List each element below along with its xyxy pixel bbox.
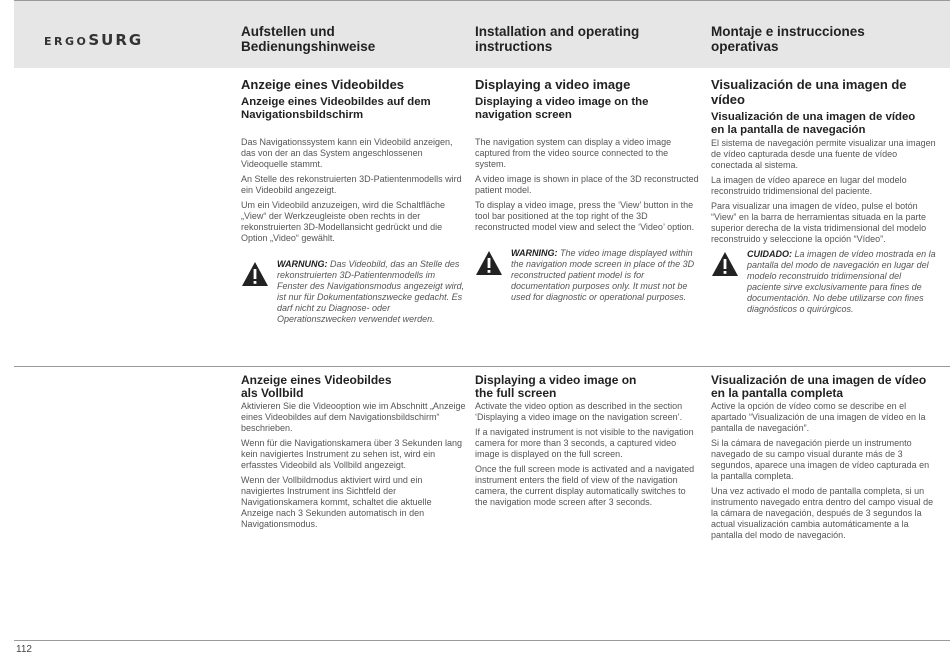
- ergosurg-logo: ERGOSURG: [44, 31, 144, 49]
- warning-text: Das Videobild, das an Stelle des rekonstruierten 3D-Patientenmodells im Fenster des Navigationsmodus angezeigt wird, ist nur für Dokumentationszwecke gedacht. Es darf nicht zu Diagnose- oder Operationszwecken verwendet werden.: [277, 259, 465, 324]
- section1-en: [475, 77, 700, 303]
- footer-rule: [14, 640, 950, 641]
- header-title-es: Montaje e instrucciones operativas: [711, 24, 865, 54]
- section-divider: [14, 366, 950, 367]
- section1-de-subtitle: Anzeige eines Videobildes auf dem Navigationsbildschirm: [241, 96, 431, 121]
- warning-triangle-icon: [475, 250, 503, 276]
- section1-de-paragraph: Um ein Videobild anzuzeigen, wird die Schaltfläche „View“ der Werkzeugleiste oben rechts in der rekonstruierten 3D-Modellansicht gedrückt und die Option „Video“ gewählt.: [241, 200, 445, 243]
- section2-de-paragraph: Aktivieren Sie die Videooption wie im Abschnitt „Anzeige eines Videobildes auf dem Navigationsbildschirm“ beschrieben.: [241, 401, 466, 433]
- section1-en-paragraph: The navigation system can display a video image captured from the video source connected to the system.: [475, 137, 672, 169]
- section2-en-paragraph: Once the full screen mode is activated and a navigated instrument enters the field of view of the navigation camera, the current display automatically switches to the navigation mode screen after 3 seconds.: [475, 464, 695, 507]
- section2-es-paragraph: Si la cámara de navegación pierde un instrumento navegado de su campo visual durante más de 3 segundos, aparece una imagen de vídeo capturada en la pantalla completa.: [711, 438, 930, 481]
- section1-es-title: Visualización de una imagen de vídeo: [711, 77, 907, 107]
- warning-text: La imagen de vídeo mostrada en la pantalla del modo de navegación en lugar del modelo reconstruido tridimensional del paciente sirve exclusivamente para fines de documentación. No debe utilizarse con fines diagnósticos o quirúrgicos.: [747, 249, 936, 314]
- header-title-de: Aufstellen und Bedienungshinweise: [241, 24, 376, 54]
- section1-en-paragraph: A video image is shown in place of the 3D reconstructed patient model.: [475, 174, 699, 195]
- section1-en-subtitle: Displaying a video image on the navigation screen: [475, 96, 649, 121]
- section2-de-title: Anzeige eines Videobildes als Vollbild: [241, 373, 392, 400]
- section2-es-paragraph: Active la opción de vídeo como se describe en el apartado “Visualización de una imagen de vídeo en la pantalla de navegación”.: [711, 401, 926, 433]
- section2-de-paragraph: Wenn der Vollbildmodus aktiviert wird und ein navigiertes Instrument ins Sichtfeld der Navigationskamera kommt, schaltet die aktuelle Anzeige nach 3 Sekunden automatisch in den Navigationsmodus.: [241, 475, 432, 529]
- section2-en-paragraph: If a navigated instrument is not visible to the navigation camera for more than 3 seconds, a captured video image is displayed on the full screen.: [475, 427, 694, 459]
- warning-label: CUIDADO:: [747, 249, 792, 259]
- warning-triangle-icon: [711, 251, 739, 277]
- warning-text: The video image displayed within the navigation mode screen in place of the 3D reconstructed patient model is for documentation purposes only. It must not be used for diagnostic or operational purposes.: [511, 248, 695, 302]
- section2-en: [475, 374, 700, 512]
- section1-es: [711, 77, 936, 315]
- warning-label: WARNUNG:: [277, 259, 328, 269]
- section1-en-title: Displaying a video image: [475, 77, 631, 92]
- section1-de-paragraph: Das Navigationssystem kann ein Videobild anzeigen, das von der an das System angeschlossenen Videoquelle stammt.: [241, 137, 453, 169]
- section1-de: [241, 77, 466, 325]
- section1-es-subtitle: Visualización de una imagen de vídeo en la pantalla de navegación: [711, 111, 916, 136]
- section1-es-paragraph: La imagen de vídeo aparece en lugar del modelo reconstruido tridimensional del paciente.: [711, 175, 907, 196]
- section1-de-title: Anzeige eines Videobildes: [241, 77, 405, 92]
- warning-note-es: [711, 249, 936, 315]
- section2-de-paragraph: Wenn für die Navigationskamera über 3 Sekunden lang kein navigiertes Instrument zu sehen ist, wird ein erfasstes Videobild als Vollbild angezeigt.: [241, 438, 462, 470]
- section1-es-paragraph: Para visualizar una imagen de vídeo, pulse el botón “View” en la barra de herramientas situada en la parte superior derecha de la vista tridimensional del modelo reconstruido y seleccione la opción “Vídeo”.: [711, 201, 927, 244]
- warning-note-en: [475, 248, 700, 303]
- section2-es-paragraph: Una vez activado el modo de pantalla completa, si un instrumento navegado entra dentro del campo visual de la cámara de navegación, después de 3 segundos la actual visualización cambia automáticamente a la pantalla del modo de navegación.: [711, 486, 934, 540]
- section2-es-title: Visualización de una imagen de vídeo en la pantalla completa: [711, 373, 927, 400]
- section2-de: [241, 374, 466, 534]
- section1-de-paragraph: An Stelle des rekonstruierten 3D-Patientenmodells wird ein Videobild angezeigt.: [241, 174, 462, 195]
- section2-en-title: Displaying a video image on the full screen: [475, 373, 637, 400]
- warning-note-de: [241, 259, 466, 325]
- warning-label: WARNING:: [511, 248, 558, 258]
- section2-es: [711, 374, 936, 545]
- section1-es-paragraph: El sistema de navegación permite visualizar una imagen de vídeo capturada desde una fuente de vídeo conectada al sistema.: [711, 138, 936, 170]
- header-title-en: Installation and operating instructions: [475, 24, 640, 54]
- warning-triangle-icon: [241, 261, 269, 287]
- section1-en-paragraph: To display a video image, press the ‘View’ button in the tool bar positioned at the top right of the 3D reconstructed model view and select the ‘Video’ option.: [475, 200, 695, 232]
- section2-en-paragraph: Activate the video option as described in the section ‘Displaying a video image on the navigation screen’.: [475, 401, 683, 422]
- page-number: 112: [16, 644, 32, 655]
